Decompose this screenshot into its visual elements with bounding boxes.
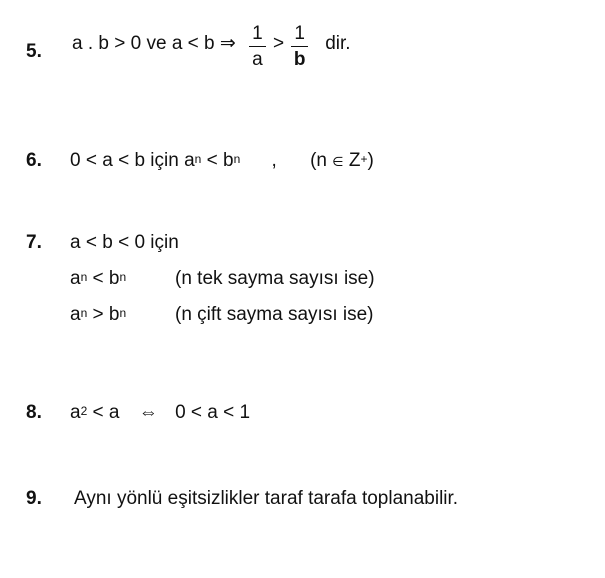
rule-9-number: 9. bbox=[26, 488, 42, 509]
rule-5-number: 5. bbox=[26, 41, 42, 62]
rule-6-part2: < b bbox=[201, 150, 234, 171]
rule-5-fraction-1-over-a bbox=[249, 24, 266, 70]
rule-6-exponent-1: n bbox=[194, 152, 202, 166]
rule-6-part1: 0 < a < b için a bbox=[70, 150, 195, 171]
rule-9-statement: Aynı yönlü eşitsizlikler taraf tarafa toplanabilir. bbox=[74, 488, 459, 509]
rule-6-condition bbox=[310, 150, 374, 171]
rule-6-paren-close: ) bbox=[367, 150, 374, 171]
rule-8-number: 8. bbox=[26, 402, 42, 423]
element-of-symbol: ∈ bbox=[332, 154, 344, 169]
rule-6-set: Z bbox=[343, 150, 361, 171]
rule-8-base: a bbox=[70, 402, 81, 423]
rule-7-line-2 bbox=[70, 268, 126, 290]
rule-8 bbox=[0, 402, 605, 432]
rule-8-exponent: 2 bbox=[80, 404, 88, 418]
rule-7-number: 7. bbox=[26, 232, 42, 253]
rule-6 bbox=[0, 150, 605, 180]
rule-8-rest2: 0 < a < 1 bbox=[175, 402, 251, 423]
rule-7-condition: a < b < 0 için bbox=[70, 232, 179, 253]
rule-7-l2-exp1: n bbox=[80, 270, 88, 284]
iff-symbol: ⇔ bbox=[138, 402, 158, 423]
rule-6-comma: , bbox=[271, 150, 277, 171]
rule-7-l3-rel: > b bbox=[87, 304, 120, 325]
rule-5-greater-than: > bbox=[272, 33, 285, 55]
rule-5-frac1-numerator: 1 bbox=[249, 24, 266, 47]
rule-5-fraction-1-over-b bbox=[291, 24, 308, 70]
rule-6-set-superscript: + bbox=[360, 152, 368, 166]
rule-7-l2-rel: < b bbox=[87, 268, 120, 289]
rule-6-statement bbox=[70, 150, 374, 172]
rule-7-l2-base: a bbox=[70, 268, 81, 289]
rule-7-line-1 bbox=[70, 232, 179, 254]
rule-5-text-before: a . b > 0 ve a < b ⇒ bbox=[72, 33, 236, 55]
rule-5-statement bbox=[72, 24, 351, 70]
rule-8-rest1: < a bbox=[87, 402, 120, 423]
rule-8-statement bbox=[70, 402, 250, 424]
rule-6-exponent-2: n bbox=[233, 152, 241, 166]
rule-7-l3-exp1: n bbox=[80, 306, 88, 320]
rule-7-line-3-note: (n çift sayma sayısı ise) bbox=[175, 304, 374, 325]
rule-6-paren-open: (n bbox=[310, 150, 333, 171]
rule-5-frac2-numerator: 1 bbox=[291, 24, 308, 47]
rule-7 bbox=[0, 232, 605, 342]
rule-7-l3-base: a bbox=[70, 304, 81, 325]
rule-7-line-2-note: (n tek sayma sayısı ise) bbox=[175, 268, 375, 289]
rule-5-text-after: dir. bbox=[325, 33, 351, 55]
rule-7-l3-exp2: n bbox=[119, 306, 127, 320]
rule-7-l2-exp2: n bbox=[119, 270, 127, 284]
rule-6-number: 6. bbox=[26, 150, 42, 171]
rule-9 bbox=[0, 488, 605, 518]
rule-5 bbox=[0, 24, 605, 94]
rule-7-line-3 bbox=[70, 304, 126, 326]
rule-5-frac1-denominator: a bbox=[252, 49, 263, 70]
rule-5-frac2-denominator: b bbox=[293, 49, 306, 70]
